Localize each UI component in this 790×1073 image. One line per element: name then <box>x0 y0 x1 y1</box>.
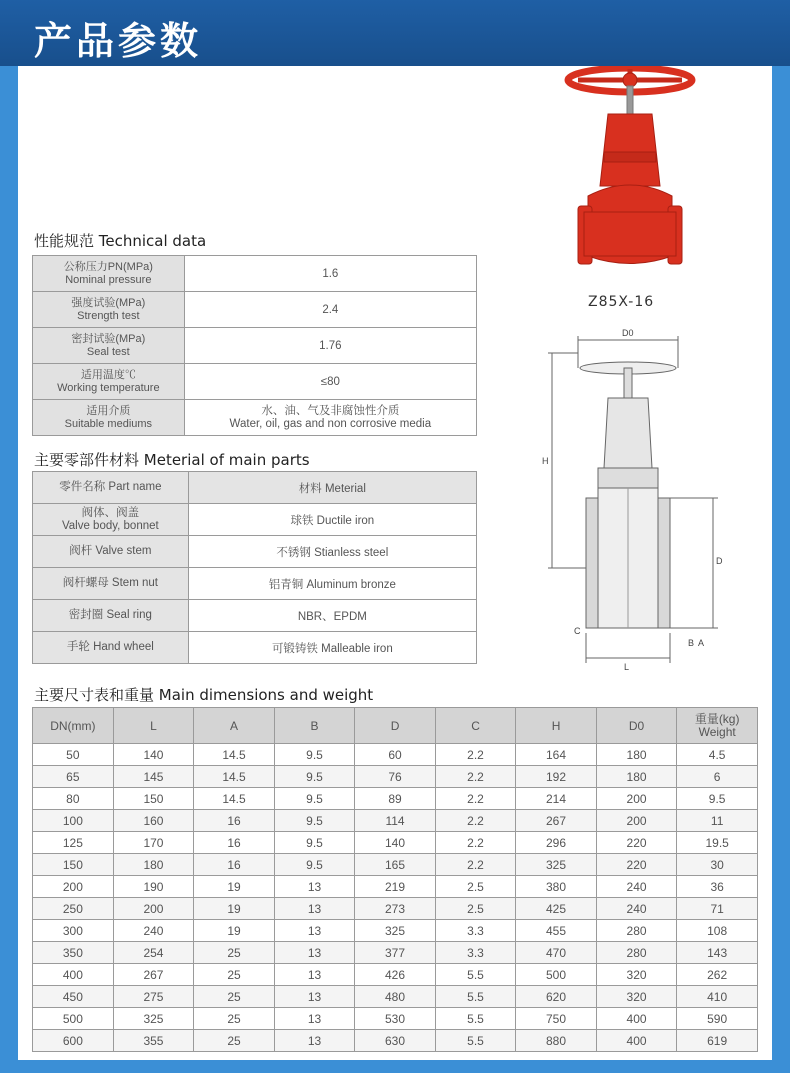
dims-cell: 9.5 <box>677 788 758 810</box>
part-name: 阀杆螺母 Stem nut <box>33 568 189 600</box>
dims-cell: 2.5 <box>435 898 515 920</box>
banner-title: 产品参数 <box>34 19 203 63</box>
dim-c: C <box>574 626 581 636</box>
dims-cell: 200 <box>113 898 194 920</box>
dims-header: A <box>194 708 275 744</box>
tech-value: 水、油、气及非腐蚀性介质 <box>261 404 400 417</box>
tech-label-en: Seal test <box>86 345 130 358</box>
dim-d0: D0 <box>622 328 634 338</box>
tech-label-en: Working temperature <box>57 381 160 394</box>
parts-header-row <box>33 472 477 504</box>
dims-header: C <box>435 708 515 744</box>
dims-cell: 13 <box>274 876 354 898</box>
dims-cell: 180 <box>596 766 677 788</box>
dims-cell: 350 <box>33 942 114 964</box>
parts-row <box>33 600 477 632</box>
dims-cell: 4.5 <box>677 744 758 766</box>
dims-cell: 250 <box>33 898 114 920</box>
dims-cell: 25 <box>194 964 275 986</box>
dims-cell: 275 <box>113 986 194 1008</box>
tech-value: 1.76 <box>184 328 476 364</box>
model-label: Z85X-16 <box>588 294 655 310</box>
tech-value: 1.6 <box>184 256 476 292</box>
dims-row <box>33 810 758 832</box>
dims-cell: 160 <box>113 810 194 832</box>
dims-cell: 280 <box>596 920 677 942</box>
dims-cell: 16 <box>194 810 275 832</box>
dims-cell: 190 <box>113 876 194 898</box>
dims-cell: 300 <box>33 920 114 942</box>
dims-cell: 400 <box>596 1030 677 1052</box>
dims-cell: 325 <box>355 920 436 942</box>
dims-cell: 273 <box>355 898 436 920</box>
dims-cell: 60 <box>355 744 436 766</box>
dims-row <box>33 766 758 788</box>
dims-cell: 25 <box>194 1030 275 1052</box>
dims-row <box>33 744 758 766</box>
dimensions-table <box>32 707 758 1052</box>
dims-row <box>33 832 758 854</box>
technical-title: 性能规范 Technical data <box>34 232 207 250</box>
tech-label-cn: 密封试验(MPa) <box>71 332 146 345</box>
part-name: 手轮 Hand wheel <box>33 632 189 664</box>
dims-cell: 108 <box>677 920 758 942</box>
part-material: 铝青铜 Aluminum bronze <box>188 568 476 600</box>
part-name-en: Valve body, bonnet <box>61 519 159 532</box>
dims-cell: 36 <box>677 876 758 898</box>
dims-cell: 5.5 <box>435 1008 515 1030</box>
dims-cell: 426 <box>355 964 436 986</box>
part-name: 阀体、阀盖 <box>81 506 140 519</box>
tech-row <box>33 364 477 400</box>
dims-header: 重量(kg) <box>694 711 740 726</box>
dims-cell: 280 <box>596 942 677 964</box>
dims-cell: 9.5 <box>274 788 354 810</box>
dims-cell: 16 <box>194 832 275 854</box>
dims-header: H <box>516 708 597 744</box>
tech-row <box>33 256 477 292</box>
dims-row <box>33 1008 758 1030</box>
dims-cell: 254 <box>113 942 194 964</box>
dims-cell: 76 <box>355 766 436 788</box>
dims-cell: 325 <box>113 1008 194 1030</box>
dims-cell: 16 <box>194 854 275 876</box>
dims-cell: 2.5 <box>435 876 515 898</box>
dims-cell: 9.5 <box>274 832 354 854</box>
dims-cell: 25 <box>194 1008 275 1030</box>
dim-h: H <box>542 456 549 466</box>
dims-cell: 140 <box>113 744 194 766</box>
dims-cell: 192 <box>516 766 597 788</box>
dims-row <box>33 1030 758 1052</box>
dims-cell: 240 <box>596 898 677 920</box>
dims-cell: 355 <box>113 1030 194 1052</box>
tech-row <box>33 400 477 436</box>
dims-cell: 9.5 <box>274 744 354 766</box>
header-banner <box>0 0 790 66</box>
dims-cell: 170 <box>113 832 194 854</box>
dims-cell: 470 <box>516 942 597 964</box>
dims-header: D <box>355 708 436 744</box>
dims-row <box>33 942 758 964</box>
dims-cell: 65 <box>33 766 114 788</box>
dims-cell: 19 <box>194 920 275 942</box>
dims-cell: 13 <box>274 986 354 1008</box>
dims-cell: 200 <box>33 876 114 898</box>
dims-cell: 140 <box>355 832 436 854</box>
tech-row <box>33 328 477 364</box>
dims-cell: 240 <box>113 920 194 942</box>
dims-cell: 267 <box>516 810 597 832</box>
parts-header-material: 材料 Meterial <box>188 472 476 504</box>
dims-cell: 13 <box>274 898 354 920</box>
tech-label-cn: 适用温度℃ <box>80 368 136 381</box>
dims-cell: 3.3 <box>435 920 515 942</box>
dims-cell: 320 <box>596 964 677 986</box>
dims-cell: 5.5 <box>435 986 515 1008</box>
dims-cell: 214 <box>516 788 597 810</box>
dims-row <box>33 986 758 1008</box>
dims-cell: 325 <box>516 854 597 876</box>
dims-cell: 220 <box>596 832 677 854</box>
dims-cell: 9.5 <box>274 854 354 876</box>
dims-cell: 480 <box>355 986 436 1008</box>
dims-cell: 13 <box>274 1008 354 1030</box>
dims-row <box>33 898 758 920</box>
dims-cell: 19 <box>194 876 275 898</box>
dims-cell: 320 <box>596 986 677 1008</box>
content-panel <box>18 66 772 1060</box>
dims-cell: 180 <box>596 744 677 766</box>
tech-label-cn: 强度试验(MPa) <box>71 296 146 309</box>
dims-cell: 50 <box>33 744 114 766</box>
dims-cell: 750 <box>516 1008 597 1030</box>
dims-cell: 14.5 <box>194 766 275 788</box>
dims-cell: 5.5 <box>435 964 515 986</box>
dims-cell: 200 <box>596 788 677 810</box>
tech-label-cn: 适用介质 <box>86 404 131 417</box>
tech-label-en: Nominal pressure <box>65 273 152 286</box>
dims-row <box>33 920 758 942</box>
dims-row <box>33 854 758 876</box>
dim-b: B <box>688 638 695 648</box>
dims-cell: 14.5 <box>194 788 275 810</box>
part-material: 可锻铸铁 Malleable iron <box>188 632 476 664</box>
tech-label-en: Strength test <box>77 309 140 322</box>
dims-cell: 13 <box>274 920 354 942</box>
dims-cell: 114 <box>355 810 436 832</box>
dims-cell: 400 <box>33 964 114 986</box>
tech-label-cn: 公称压力PN(MPa) <box>63 260 153 273</box>
dims-cell: 600 <box>33 1030 114 1052</box>
dims-row <box>33 964 758 986</box>
tech-value: ≤80 <box>184 364 476 400</box>
dims-cell: 19.5 <box>677 832 758 854</box>
dims-cell: 296 <box>516 832 597 854</box>
dims-cell: 425 <box>516 898 597 920</box>
dims-cell: 530 <box>355 1008 436 1030</box>
dims-cell: 450 <box>33 986 114 1008</box>
dims-header-row <box>33 708 758 744</box>
dims-cell: 14.5 <box>194 744 275 766</box>
tech-value: 2.4 <box>184 292 476 328</box>
dims-cell: 380 <box>516 876 597 898</box>
dims-cell: 400 <box>596 1008 677 1030</box>
dims-cell: 145 <box>113 766 194 788</box>
parts-row <box>33 504 477 536</box>
dims-cell: 165 <box>355 854 436 876</box>
dim-d: D <box>716 556 723 566</box>
part-name: 密封圈 Seal ring <box>33 600 189 632</box>
dims-row <box>33 876 758 898</box>
dims-cell: 220 <box>596 854 677 876</box>
dims-cell: 880 <box>516 1030 597 1052</box>
dims-header: D0 <box>596 708 677 744</box>
tech-row <box>33 292 477 328</box>
dims-cell: 2.2 <box>435 788 515 810</box>
valve-drawing <box>538 328 728 673</box>
dims-header: Weight <box>698 724 736 739</box>
parts-row <box>33 632 477 664</box>
dims-cell: 100 <box>33 810 114 832</box>
dims-cell: 500 <box>33 1008 114 1030</box>
dims-cell: 13 <box>274 942 354 964</box>
parts-title: 主要零部件材料 Meterial of main parts <box>34 451 310 469</box>
dims-cell: 200 <box>596 810 677 832</box>
dims-cell: 9.5 <box>274 766 354 788</box>
parts-row <box>33 536 477 568</box>
dims-cell: 240 <box>596 876 677 898</box>
dims-cell: 410 <box>677 986 758 1008</box>
dims-cell: 125 <box>33 832 114 854</box>
dim-l: L <box>624 662 630 672</box>
dims-row <box>33 788 758 810</box>
dims-cell: 19 <box>194 898 275 920</box>
technical-table <box>32 255 477 436</box>
part-name: 阀杆 Valve stem <box>33 536 189 568</box>
dims-cell: 219 <box>355 876 436 898</box>
dims-cell: 455 <box>516 920 597 942</box>
dims-cell: 164 <box>516 744 597 766</box>
dims-cell: 267 <box>113 964 194 986</box>
dims-cell: 5.5 <box>435 1030 515 1052</box>
dims-cell: 13 <box>274 1030 354 1052</box>
dims-cell: 2.2 <box>435 854 515 876</box>
dims-cell: 2.2 <box>435 766 515 788</box>
dims-cell: 150 <box>33 854 114 876</box>
dims-cell: 619 <box>677 1030 758 1052</box>
dims-cell: 143 <box>677 942 758 964</box>
dims-cell: 11 <box>677 810 758 832</box>
parts-header-part: 零件名称 Part name <box>33 472 189 504</box>
dims-cell: 30 <box>677 854 758 876</box>
part-material: 不锈钢 Stianless steel <box>188 536 476 568</box>
dims-cell: 630 <box>355 1030 436 1052</box>
dims-cell: 377 <box>355 942 436 964</box>
dims-cell: 620 <box>516 986 597 1008</box>
dims-cell: 2.2 <box>435 810 515 832</box>
dims-cell: 6 <box>677 766 758 788</box>
dims-header: DN(mm) <box>33 708 114 744</box>
tech-label-en: Suitable mediums <box>64 417 153 430</box>
parts-table <box>32 471 477 664</box>
dim-a: A <box>698 638 705 648</box>
dims-cell: 25 <box>194 942 275 964</box>
part-material: NBR、EPDM <box>188 600 476 632</box>
dims-header: B <box>274 708 354 744</box>
dims-cell: 80 <box>33 788 114 810</box>
dims-cell: 2.2 <box>435 832 515 854</box>
dims-cell: 150 <box>113 788 194 810</box>
dimensions-title: 主要尺寸表和重量 Main dimensions and weight <box>34 686 374 704</box>
dims-cell: 3.3 <box>435 942 515 964</box>
dims-cell: 2.2 <box>435 744 515 766</box>
part-material: 球铁 Ductile iron <box>188 504 476 536</box>
tech-value-en: Water, oil, gas and non corrosive media <box>229 417 432 430</box>
dims-cell: 180 <box>113 854 194 876</box>
dims-cell: 500 <box>516 964 597 986</box>
dims-cell: 25 <box>194 986 275 1008</box>
dims-cell: 262 <box>677 964 758 986</box>
parts-row <box>33 568 477 600</box>
dims-cell: 590 <box>677 1008 758 1030</box>
dims-cell: 13 <box>274 964 354 986</box>
dims-cell: 71 <box>677 898 758 920</box>
dims-cell: 89 <box>355 788 436 810</box>
valve-photo <box>548 66 768 286</box>
dims-header: L <box>113 708 194 744</box>
dims-cell: 9.5 <box>274 810 354 832</box>
